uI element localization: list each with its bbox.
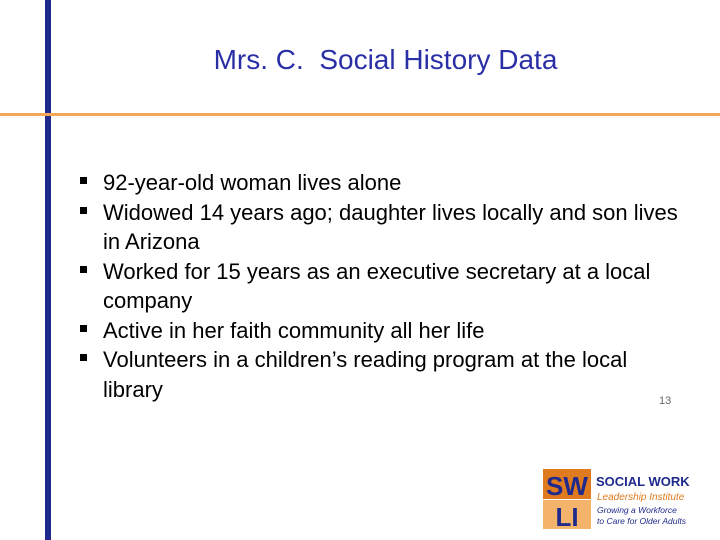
page-number: 13 <box>659 395 672 407</box>
logo-name: SOCIAL WORK <box>596 474 690 489</box>
bullet-text: Worked for 15 years as an executive secretary at a local company <box>103 258 651 313</box>
square-bullet-icon <box>80 177 87 184</box>
bullet-list <box>78 168 678 404</box>
bullet-item <box>78 345 678 404</box>
bullet-item <box>78 257 678 316</box>
bullet-text: Widowed 14 years ago; daughter lives locally and son lives in Arizona <box>103 199 678 254</box>
logo-letters-top: SW <box>546 471 588 501</box>
bullet-item <box>78 198 678 257</box>
swli-logo <box>543 469 720 529</box>
square-bullet-icon <box>80 207 87 214</box>
title-divider <box>0 113 720 116</box>
bullet-item <box>78 316 678 346</box>
logo-subtitle: Leadership Institute <box>597 492 685 503</box>
logo-tagline-1: Growing a Workforce <box>597 505 677 515</box>
bullet-text: Volunteers in a children’s reading program at the local library <box>103 347 628 402</box>
bullet-text: 92-year-old woman lives alone <box>103 170 402 195</box>
slide-title: Mrs. C. Social History Data <box>213 44 558 75</box>
logo-letters-bottom: LI <box>555 502 579 529</box>
left-accent-bar <box>45 0 51 540</box>
square-bullet-icon <box>80 266 87 273</box>
square-bullet-icon <box>80 354 87 361</box>
bullet-text: Active in her faith community all her life <box>103 317 485 343</box>
logo-tagline-2: to Care for Older Adults <box>597 516 686 526</box>
square-bullet-icon <box>80 325 87 332</box>
bullet-item <box>78 168 678 198</box>
